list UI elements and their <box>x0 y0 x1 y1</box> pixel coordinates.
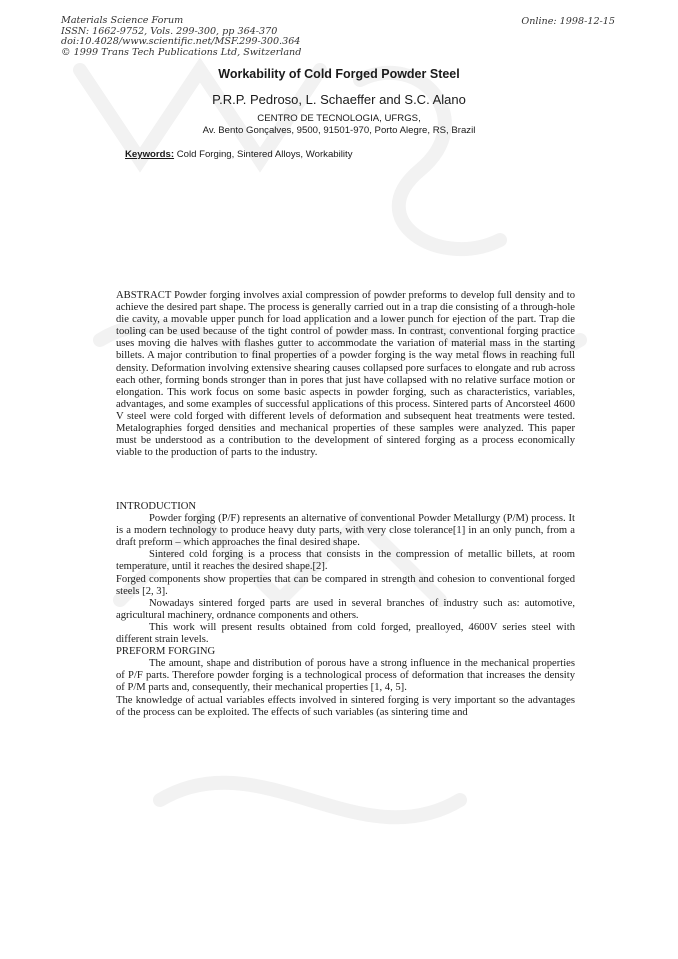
intro-paragraph-1: Powder forging (P/F) represents an alternative of conventional Powder Metallurgy (P/M) process. It is a modern technology to produce heavy duty parts, with very close tolerance[1] in an only punch, from a draft preform – which approaches the final desired shape. <box>116 513 575 549</box>
preform-heading: PREFORM FORGING <box>116 646 216 658</box>
intro-paragraph-3: Forged components show properties that can be compared in strength and cohesion to conventional forged steels [2, 3]. <box>116 573 575 597</box>
intro-paragraph-4: Nowadays sintered forged parts are used in several branches of industry such as: automotive, agricultural machinery, ordnance components and others. <box>116 597 575 621</box>
paper-title: Workability of Cold Forged Powder Steel <box>218 67 460 81</box>
online-date: Online: 1998-12-15 <box>521 16 615 27</box>
affiliation <box>0 113 678 137</box>
journal-name: Materials Science Forum <box>61 15 184 26</box>
paper-authors: P.R.P. Pedroso, L. Schaeffer and S.C. Alano <box>212 92 466 107</box>
copyright-line: © 1999 Trans Tech Publications Ltd, Switzerland <box>61 46 302 58</box>
background-watermark <box>60 40 620 920</box>
preform-paragraph-2: The knowledge of actual variables effects involved in sintered forging is very important so the advantages of the process can be exploited. The effects of such variables (as sintering time and <box>116 694 575 718</box>
affiliation-line-2: Av. Bento Gonçalves, 9500, 91501-970, Porto Alegre, RS, Brazil <box>202 125 476 136</box>
keywords <box>125 149 353 160</box>
intro-paragraph-2: Sintered cold forging is a process that consists in the compression of metallic billets, at room temperature, until it reaches the desired shape.[2]. <box>116 549 575 573</box>
affiliation-line-1: CENTRO DE TECNOLOGIA, UFRGS, <box>257 113 421 124</box>
journal-meta <box>61 16 301 58</box>
issn-line: ISSN: 1662-9752, Vols. 299-300, pp 364-370 <box>61 25 278 37</box>
abstract-section <box>116 290 575 459</box>
keywords-label: Keywords: <box>125 149 175 160</box>
doi-line[interactable]: doi:10.4028/www.scientific.net/MSF.299-300.364 <box>61 36 301 47</box>
keywords-list: Cold Forging, Sintered Alloys, Workability <box>176 149 353 160</box>
abstract-text: ABSTRACT Powder forging involves axial compression of powder preforms to develop full density and to achieve the desired part shape. The process is generally carried out in a trap die consisting of a through-hole die cavity, a movable upper punch for load application and a lower punch for ejection of the part. Trap die tooling can be used because of the tight control of powder mass. In contrast, conventional forging practice uses moving die halves with flashes gutter to accommodate the variation of material mass in the starting billets. A major contribution to final properties of a powder forging is the way metal flows in reaching full density. Deformation involving extensive shearing causes collapsed pore surfaces to elongate and rub across each other, forming bonds stronger than in pores that just have collapsed with no relative surface motion or elongation. This work focus on some basic aspects in powder forging, such as characteristics, variables, advantages, and some examples of successful applications of this process. Sintered parts of Ancorsteel 4600 V steel were cold forged with different levels of deformation and subsequent heat treatments were tested. Metalographies forged densities and mechanical properties of these samples were analyzed. This paper must be understood as a contribution to the development of sintered forging as a process economically viable to the production of parts to the industry. <box>116 290 575 459</box>
intro-heading: INTRODUCTION <box>116 501 197 512</box>
main-text <box>116 501 575 719</box>
intro-paragraph-5: This work will present results obtained from cold forged, prealloyed, 4600V series steel with different strain levels. <box>116 621 575 646</box>
preform-paragraph-1: The amount, shape and distribution of porous have a strong influence in the mechanical properties of P/F parts. Therefore powder forging is a technological process of deformation that increases the density of P/M parts and, consequently, their mechanical properties [1, 4, 5]. <box>116 658 575 694</box>
